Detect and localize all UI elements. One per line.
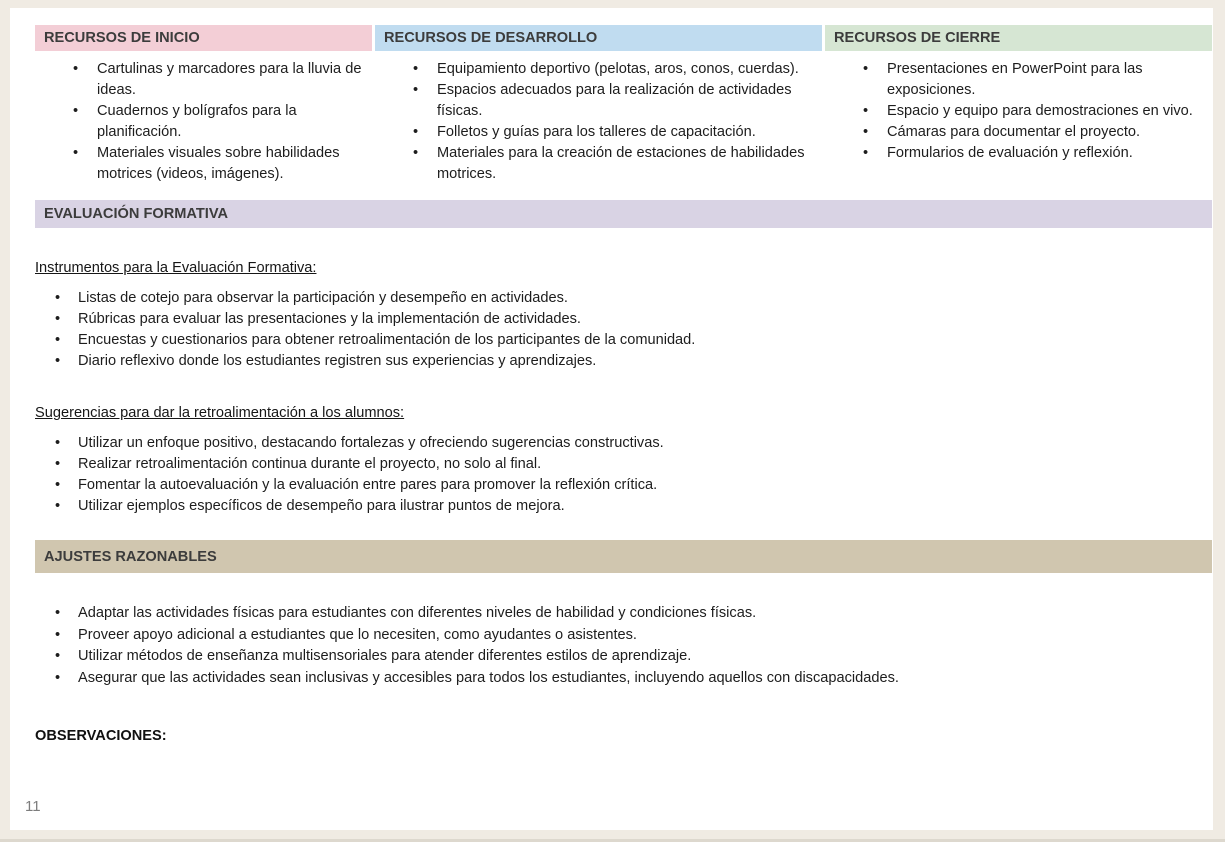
list-item: • Espacios adecuados para la realización de actividades físicas. — [375, 80, 822, 122]
observaciones-label: OBSERVACIONES: — [35, 728, 167, 744]
document-content — [35, 25, 1212, 744]
list-item: • Adaptar las actividades físicas para estudiantes con diferentes niveles de habilidad y condiciones físicas. — [35, 603, 1212, 625]
list-item: • Rúbricas para evaluar las presentaciones y la implementación de actividades. — [35, 309, 1212, 330]
list-item: • Espacio y equipo para demostraciones en vivo. — [825, 101, 1212, 122]
list-item: • Formularios de evaluación y reflexión. — [825, 143, 1212, 164]
section-recursos-desarrollo — [375, 25, 822, 200]
recursos-cierre-header: RECURSOS DE CIERRE — [825, 25, 1212, 51]
list-item: • Utilizar ejemplos específicos de desempeño para ilustrar puntos de mejora. — [35, 496, 1212, 517]
recursos-inicio-header: RECURSOS DE INICIO — [35, 25, 372, 51]
section-recursos-inicio — [35, 25, 372, 200]
list-item: • Cámaras para documentar el proyecto. — [825, 122, 1212, 143]
list-item: • Materiales para la creación de estaciones de habilidades motrices. — [375, 143, 822, 185]
recursos-desarrollo-list — [375, 59, 822, 185]
list-item: • Cartulinas y marcadores para la lluvia de ideas. — [35, 59, 372, 101]
ajustes-razonables-list — [35, 603, 1212, 689]
list-item: • Folletos y guías para los talleres de capacitación. — [375, 122, 822, 143]
list-item: • Cuadernos y bolígrafos para la planificación. — [35, 101, 372, 143]
section-recursos-cierre — [825, 25, 1212, 200]
recursos-inicio-list — [35, 59, 372, 185]
instrumentos-list — [35, 288, 1212, 372]
resources-row — [35, 25, 1212, 200]
sugerencias-list — [35, 433, 1212, 517]
list-item: • Listas de cotejo para observar la participación y desempeño en actividades. — [35, 288, 1212, 309]
ajustes-razonables-header: AJUSTES RAZONABLES — [35, 540, 1212, 573]
list-item: • Utilizar métodos de enseñanza multisensoriales para atender diferentes estilos de aprendizaje. — [35, 646, 1212, 668]
recursos-cierre-list — [825, 59, 1212, 164]
list-item: • Equipamiento deportivo (pelotas, aros, conos, cuerdas). — [375, 59, 822, 80]
list-item: • Diario reflexivo donde los estudiantes registren sus experiencias y aprendizajes. — [35, 351, 1212, 372]
recursos-desarrollo-header: RECURSOS DE DESARROLLO — [375, 25, 822, 51]
list-item: • Presentaciones en PowerPoint para las exposiciones. — [825, 59, 1212, 101]
instrumentos-sub-heading: Instrumentos para la Evaluación Formativa: — [35, 260, 317, 276]
sugerencias-sub-heading: Sugerencias para dar la retroalimentación a los alumnos: — [35, 405, 405, 421]
evaluacion-formativa-header: EVALUACIÓN FORMATIVA — [35, 200, 1212, 228]
document-page — [10, 8, 1213, 830]
list-item: • Materiales visuales sobre habilidades motrices (videos, imágenes). — [35, 143, 372, 185]
list-item: • Asegurar que las actividades sean inclusivas y accesibles para todos los estudiantes, incluyendo aquellos con discapacidades. — [35, 668, 1212, 690]
list-item: • Proveer apoyo adicional a estudiantes que lo necesiten, como ayudantes o asistentes. — [35, 625, 1212, 647]
page-number: 11 — [25, 798, 41, 815]
list-item: • Realizar retroalimentación continua durante el proyecto, no solo al final. — [35, 454, 1212, 475]
list-item: • Fomentar la autoevaluación y la evaluación entre pares para promover la reflexión crítica. — [35, 475, 1212, 496]
list-item: • Encuestas y cuestionarios para obtener retroalimentación de los participantes de la comunidad. — [35, 330, 1212, 351]
list-item: • Utilizar un enfoque positivo, destacando fortalezas y ofreciendo sugerencias constructivas. — [35, 433, 1212, 454]
